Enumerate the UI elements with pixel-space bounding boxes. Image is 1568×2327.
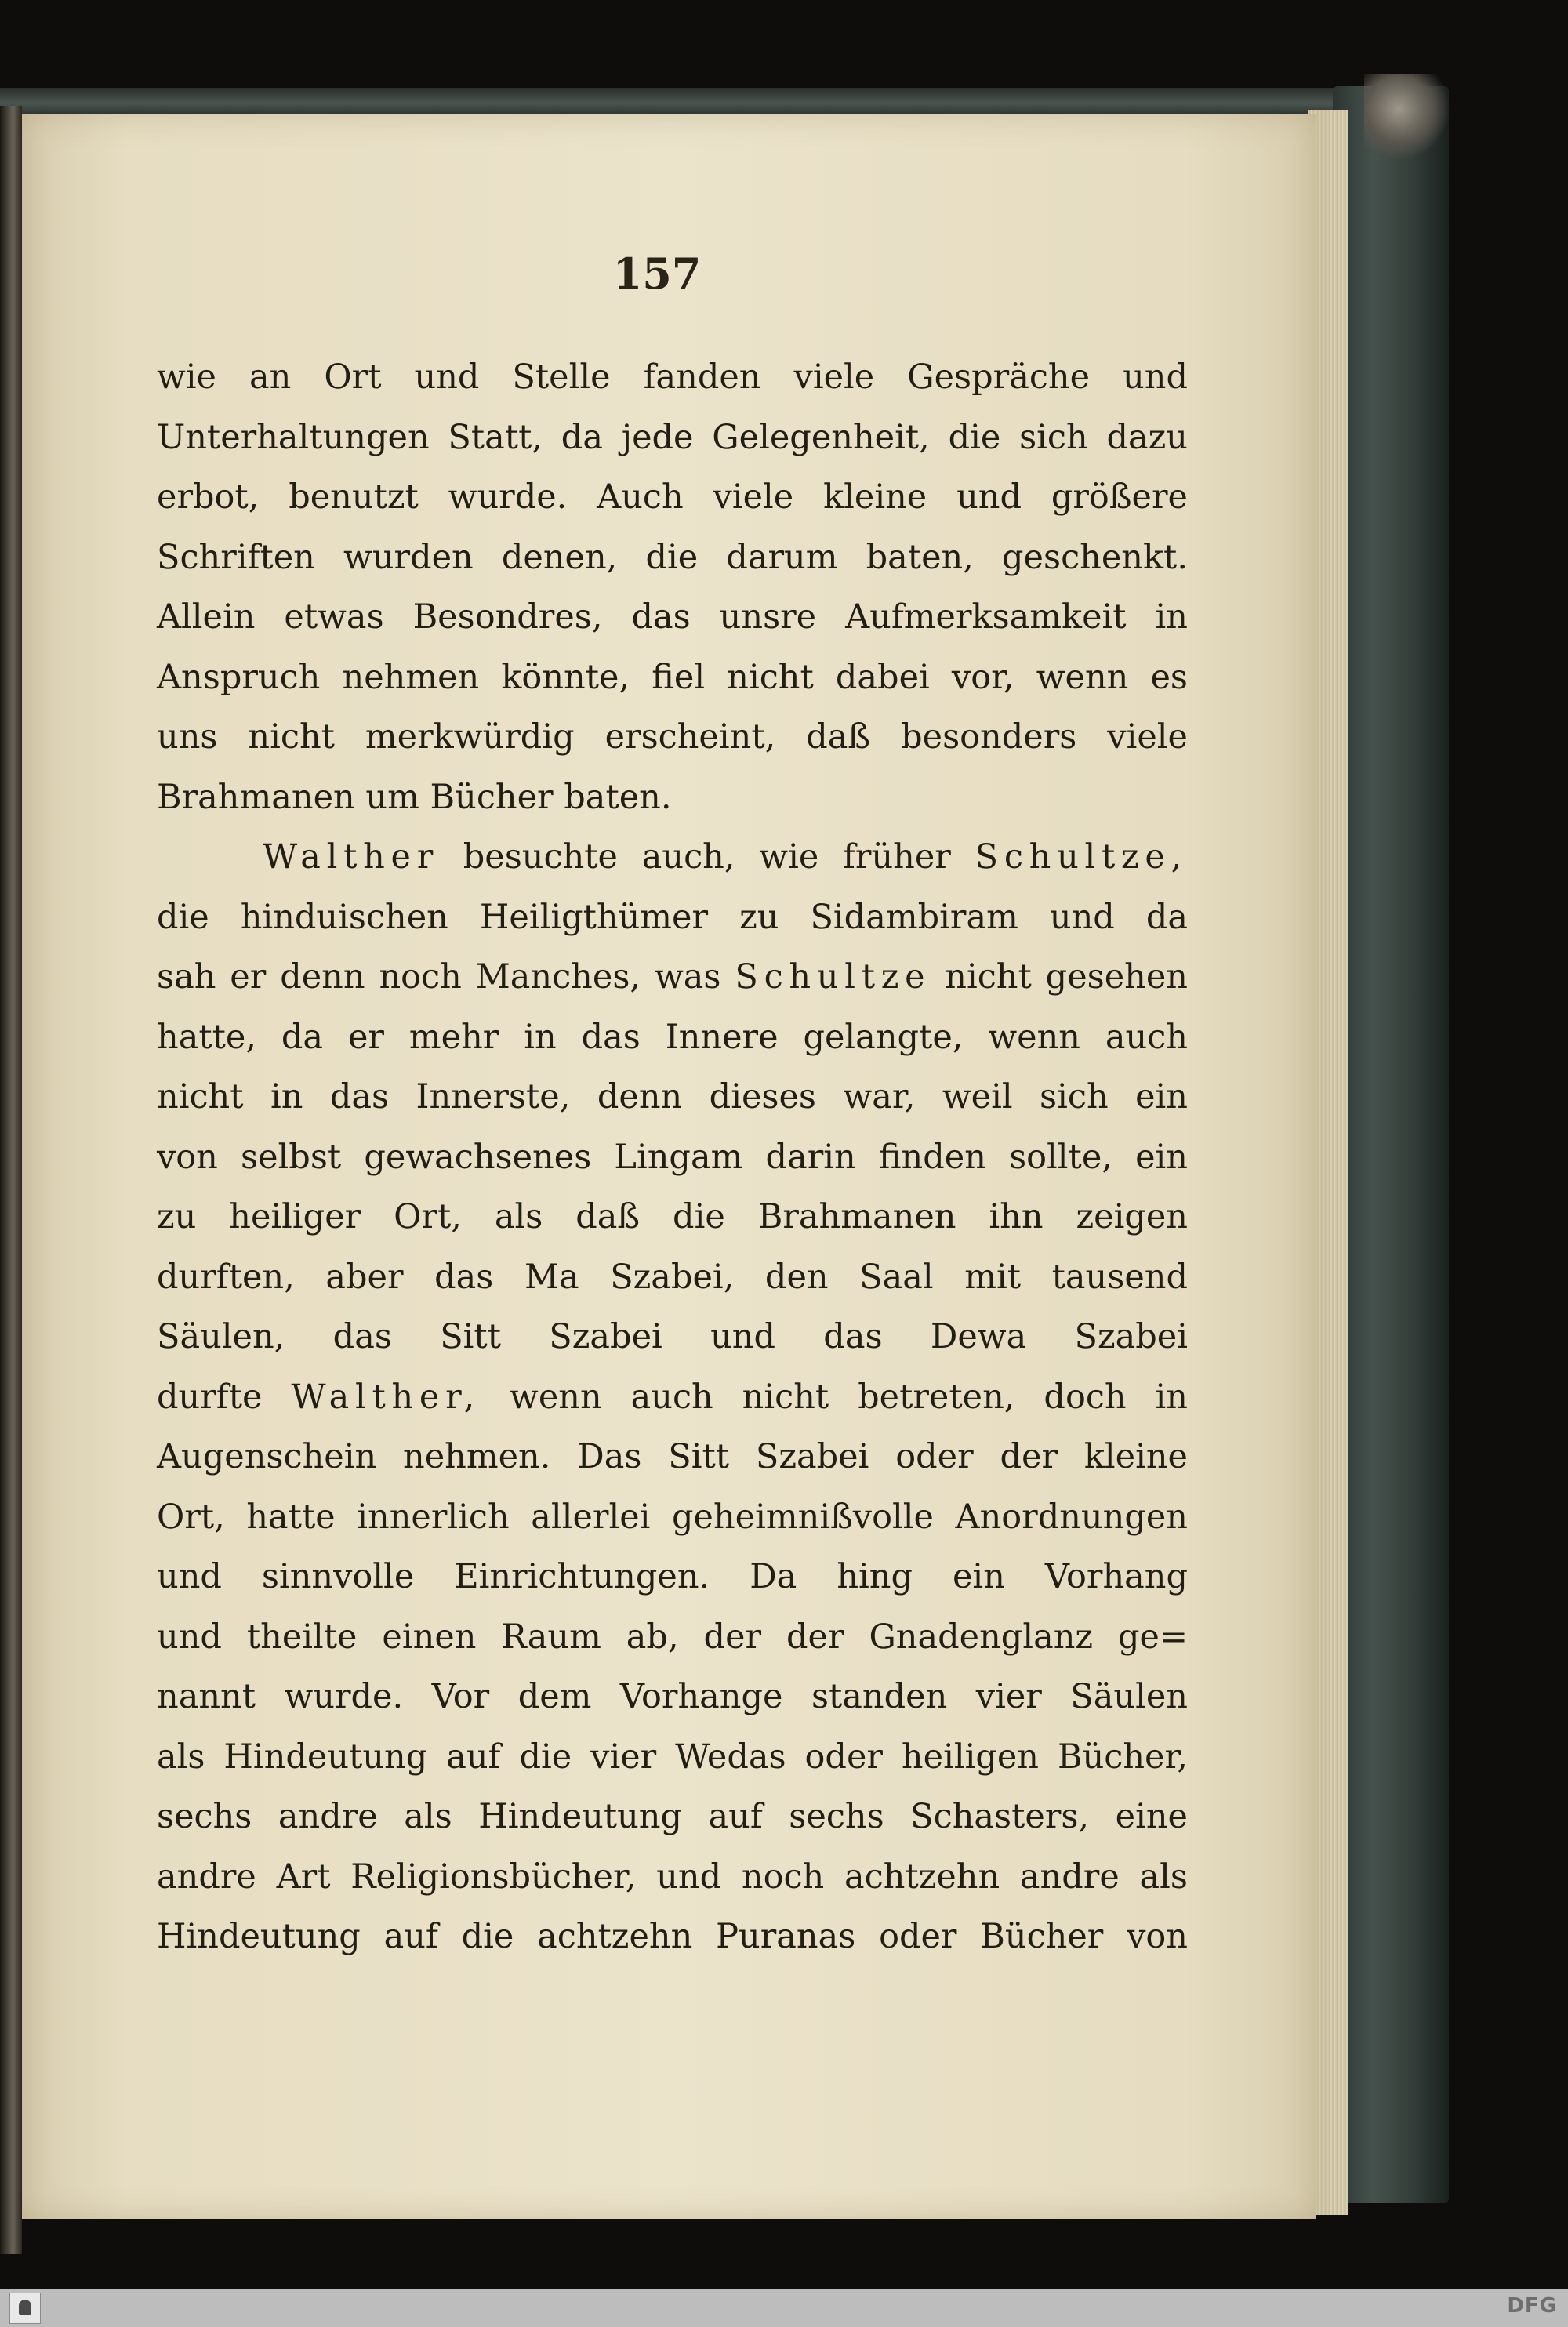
- text-line: von selbst gewachsenes Lingam darin finden sollte, ein: [157, 1137, 1188, 1177]
- text-line: die hinduischen Heiligthümer zu Sidambiram und da: [157, 897, 1188, 937]
- cover-top-edge: [0, 88, 1380, 116]
- text-line: und sinnvolle Einrichtungen. Da hing ein Vorhang: [157, 1557, 1188, 1596]
- book-page: [22, 114, 1316, 2219]
- text-line: Ort, hatte innerlich allerlei geheimnißvolle Anordnungen: [157, 1497, 1188, 1537]
- page-number: 157: [612, 249, 702, 299]
- text-line: erbot, benutzt wurde. Auch viele kleine und größere: [157, 477, 1188, 517]
- cover-corner-wear: [1364, 74, 1450, 161]
- text-line: sechs andre als Hindeutung auf sechs Schasters, eine: [157, 1797, 1188, 1836]
- text-line: wie an Ort und Stelle fanden viele Gespräche und: [157, 358, 1188, 397]
- text-fragment: wenn auch nicht betreten, doch in: [510, 1377, 1189, 1417]
- text-line: andre Art Religionsbücher, und noch achtzehn andre als: [157, 1857, 1188, 1897]
- text-line: [157, 947, 1188, 1007]
- text-line: Hindeutung auf die achtzehn Puranas oder Bücher von: [157, 1917, 1188, 1956]
- left-page-edge: [0, 106, 22, 2254]
- text-fragment: nicht gesehen: [945, 957, 1188, 997]
- text-line: als Hindeutung auf die vier Wedas oder heiligen Bücher,: [157, 1737, 1188, 1777]
- text-line: Brahmanen um Bücher baten.: [157, 777, 672, 817]
- text-fragment: durfte: [157, 1377, 263, 1417]
- spaced-name: Schultze: [735, 957, 931, 997]
- text-line: Augenschein nehmen. Das Sitt Szabei oder der kleine: [157, 1437, 1188, 1476]
- dfg-mark: DFG: [1507, 2294, 1557, 2318]
- spaced-name: Walther: [263, 837, 440, 877]
- text-line: nannt wurde. Vor dem Vorhange standen vier Säulen: [157, 1677, 1188, 1716]
- book-cover-edge: [1333, 86, 1449, 2203]
- viewer-footer-bar: [0, 2289, 1568, 2327]
- library-logo-icon: [9, 2293, 41, 2324]
- text-line: uns nicht merkwürdig erscheint, daß besonders viele: [157, 717, 1188, 757]
- text-line: und theilte einen Raum ab, der der Gnadenglanz ge=: [157, 1617, 1188, 1657]
- text-line: [157, 1367, 1188, 1428]
- text-fragment: sah er denn noch Manches, was: [157, 957, 721, 997]
- body-text: [157, 347, 1188, 1967]
- text-line: Säulen, das Sitt Szabei und das Dewa Szabei: [157, 1317, 1188, 1356]
- spaced-name: Walther,: [291, 1377, 481, 1417]
- text-line: Anspruch nehmen könnte, fiel nicht dabei vor, wenn es: [157, 657, 1188, 697]
- text-line: durften, aber das Ma Szabei, den Saal mit tausend: [157, 1257, 1188, 1297]
- text-line: Allein etwas Besondres, das unsre Aufmerksamkeit in: [157, 597, 1188, 637]
- text-line: Unterhaltungen Statt, da jede Gelegenheit, die sich dazu: [157, 417, 1188, 457]
- text-fragment: besuchte auch, wie früher: [463, 837, 951, 877]
- text-line: nicht in das Innerste, denn dieses war, weil sich ein: [157, 1077, 1188, 1116]
- spaced-name: Schultze,: [975, 837, 1189, 877]
- text-line: Schriften wurden denen, die darum baten, geschenkt.: [157, 537, 1188, 577]
- text-line: zu heiliger Ort, als daß die Brahmanen ihn zeigen: [157, 1197, 1188, 1236]
- text-line-paragraph-start: [157, 827, 1188, 888]
- text-line: hatte, da er mehr in das Innere gelangte, wenn auch: [157, 1017, 1188, 1057]
